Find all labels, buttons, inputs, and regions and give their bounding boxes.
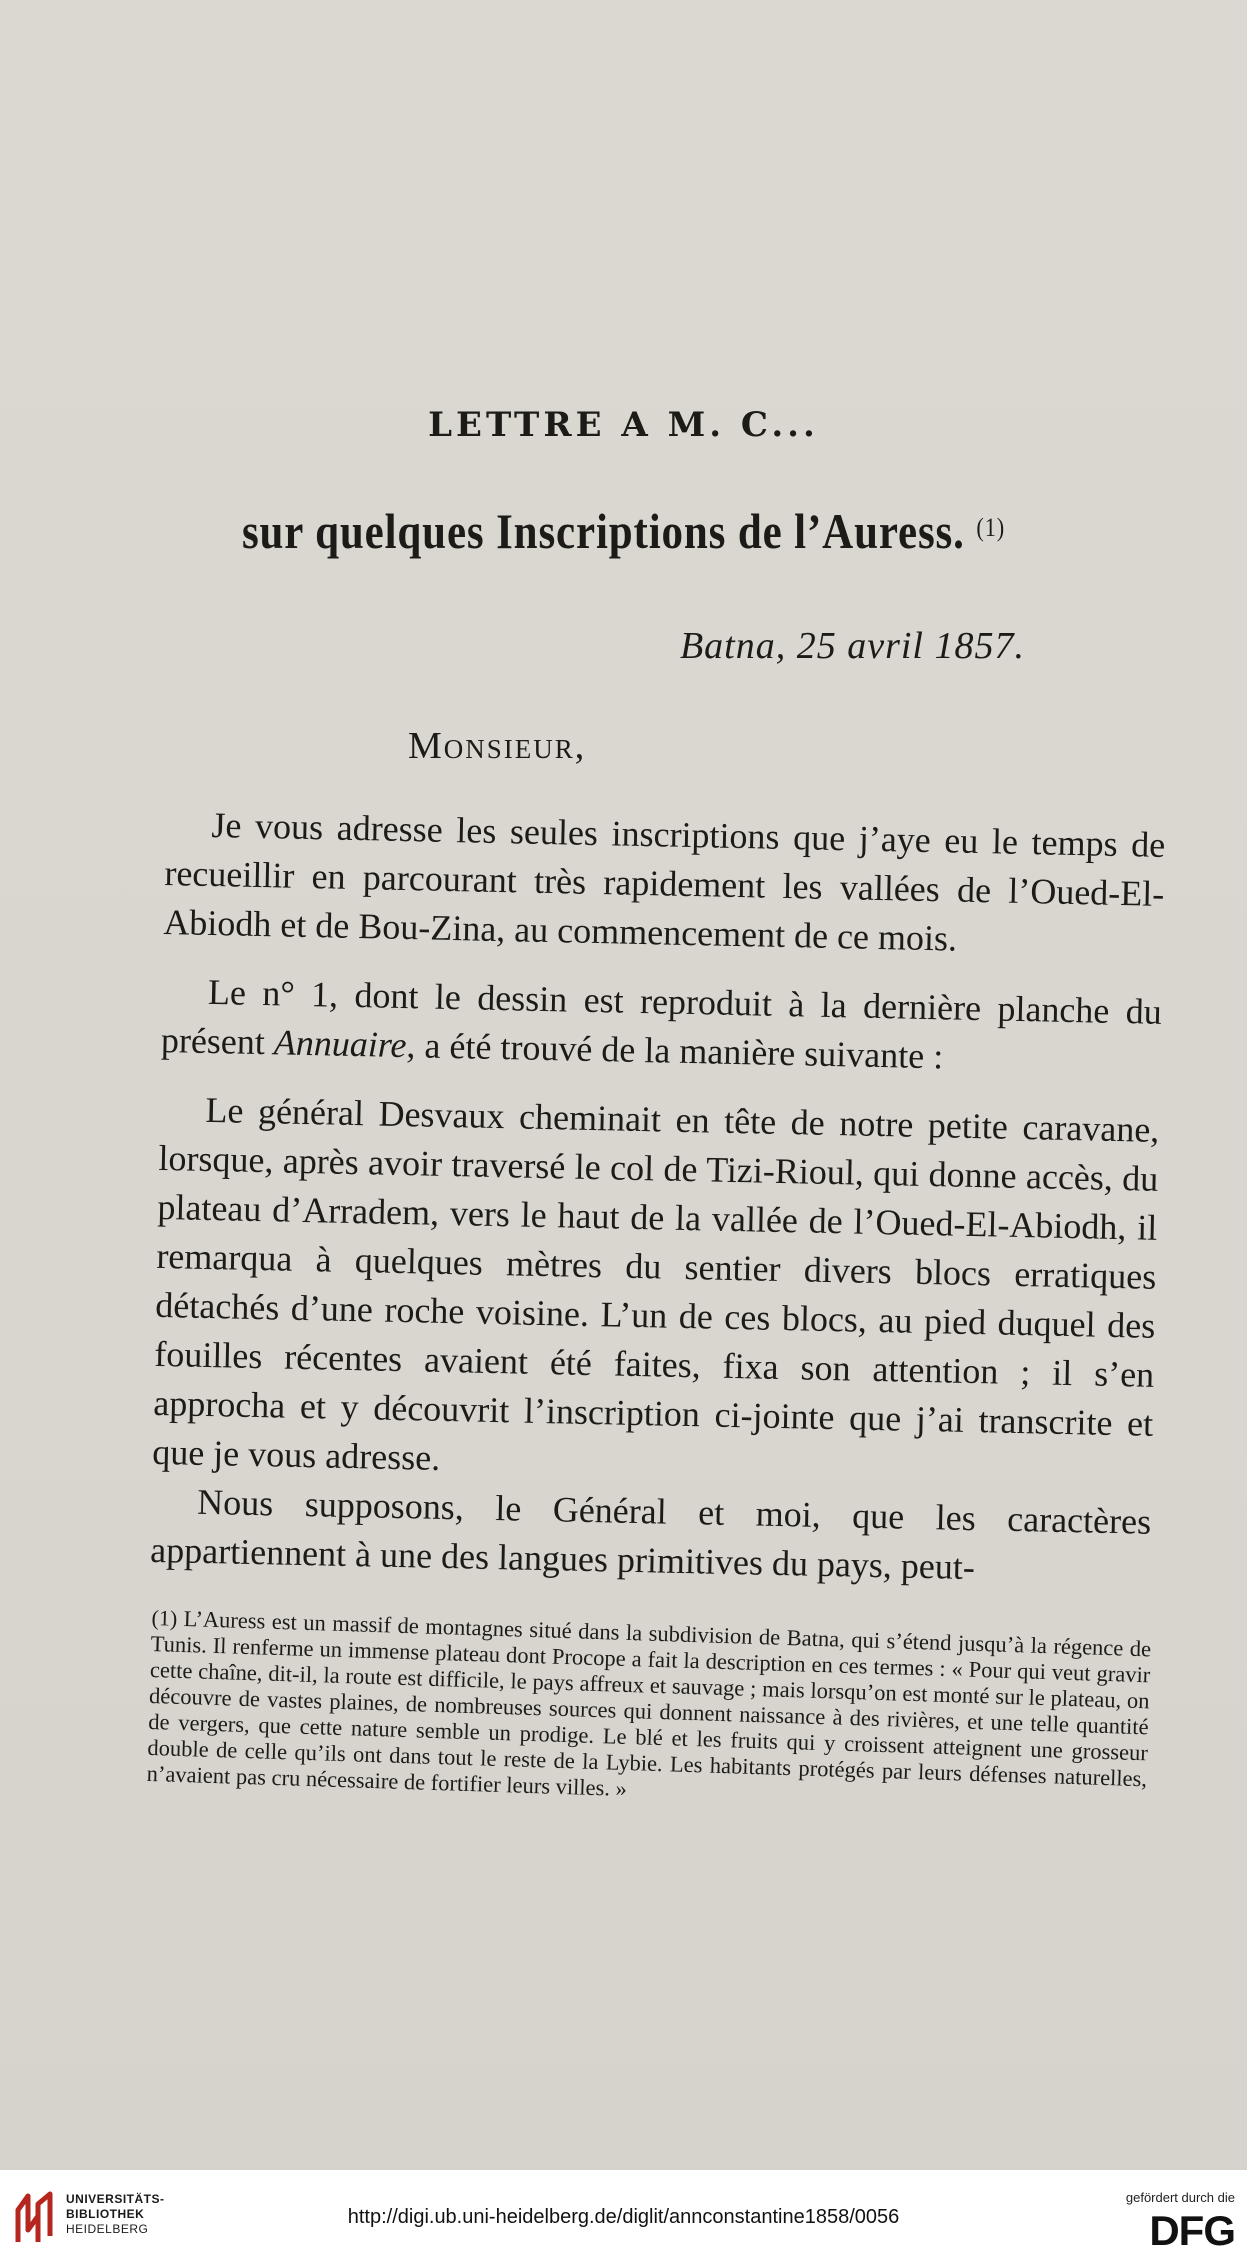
permalink-url[interactable]: http://digi.ub.uni-heidelberg.de/diglit/annconstantine1858/0056 bbox=[347, 2206, 900, 2228]
dfg-logo: DFG bbox=[1149, 2207, 1235, 2254]
funding-caption: gefördert durch die bbox=[1125, 2190, 1235, 2205]
subtitle-text: sur quelques Inscriptions de l’Auress. bbox=[241, 503, 965, 559]
subtitle-footnote-marker: (1) bbox=[976, 513, 1006, 542]
library-name-line-1: UNIVERSITÄTS- bbox=[66, 2192, 165, 2206]
paragraph-2-end: , a été trouvé de la manière suivante : bbox=[406, 1025, 944, 1077]
digitization-footer bbox=[0, 2170, 1247, 2262]
paragraph-4: Nous supposons, le Général et moi, que les caractères appartiennent à une des langues primitives du pays, peut- bbox=[149, 1481, 1152, 1588]
footnote-text: L’Auress est un massif de montagnes situé dans la subdivision de Batna, qui s’étend jusqu’à la régence de Tunis. Il renferme un immense plateau dont Procope a fait la description en ces termes : « Pour qui veut gravir cette chaîne, dit-il, la route est difficile, le pays affreux et sauvage ; mais lorsqu’on est monté sur le plateau, on découvre de vastes plaines, de nombreuses sources qui donnent naissance à des rivières, et une telle quantité de vergers, que cette nature semble un prodige. Le blé et les fruits qui y croissent atteignent une grosseur double de celle qu’ils ont dans tout le reste de la Lybie. Les habitants protégés par leurs défenses naturelles, n’avaient pas cru nécessaire de fortifier leurs villes. » bbox=[146, 1606, 1152, 1802]
library-name-line-2: BIBLIOTHEK bbox=[66, 2207, 145, 2221]
letter-title: LETTRE A M. C... bbox=[428, 405, 819, 445]
footnote-number: (1) bbox=[151, 1605, 178, 1631]
letter-subtitle bbox=[87, 502, 1159, 560]
paragraph-1: Je vous adresse les seules inscriptions que j’aye eu le temps de recueillir en parcourant très rapidement les vallées de l’Oued-El-Abiodh et de Bou-Zina, au commencement de ce mois. bbox=[163, 804, 1166, 959]
annuaire-italic: Annuaire bbox=[273, 1022, 407, 1066]
paragraph-3: Le général Desvaux cheminait en tête de notre petite caravane, lorsque, après avoir traversé le col de Tizi-Rioul, qui donne accès, du plateau d’Arradem, vers le haut de la vallée de l’Oued-El-Abiodh, il remarqua à quelques mètres du sentier divers blocs erratiques détachés d’une roche voisine. L’un de ces blocs, au pied duquel des fouilles récentes avaient été faites, fixa son attention ; il s’en approcha et y découvrit l’inscription ci-jointe que j’ai transcrite et que je vous adresse. bbox=[151, 1089, 1160, 1478]
paragraph-2 bbox=[160, 967, 1162, 1086]
library-name-line-3: HEIDELBERG bbox=[66, 2222, 149, 2236]
footnote bbox=[146, 1605, 1151, 1818]
salutation: Monsieur, bbox=[408, 725, 587, 767]
letter-body bbox=[149, 800, 1165, 1616]
dateline: Batna, 25 avril 1857. bbox=[679, 625, 1025, 667]
paragraph-2-start: Le n° 1, dont le dessin est reproduit à la dernière planche du présent bbox=[160, 971, 1163, 1063]
